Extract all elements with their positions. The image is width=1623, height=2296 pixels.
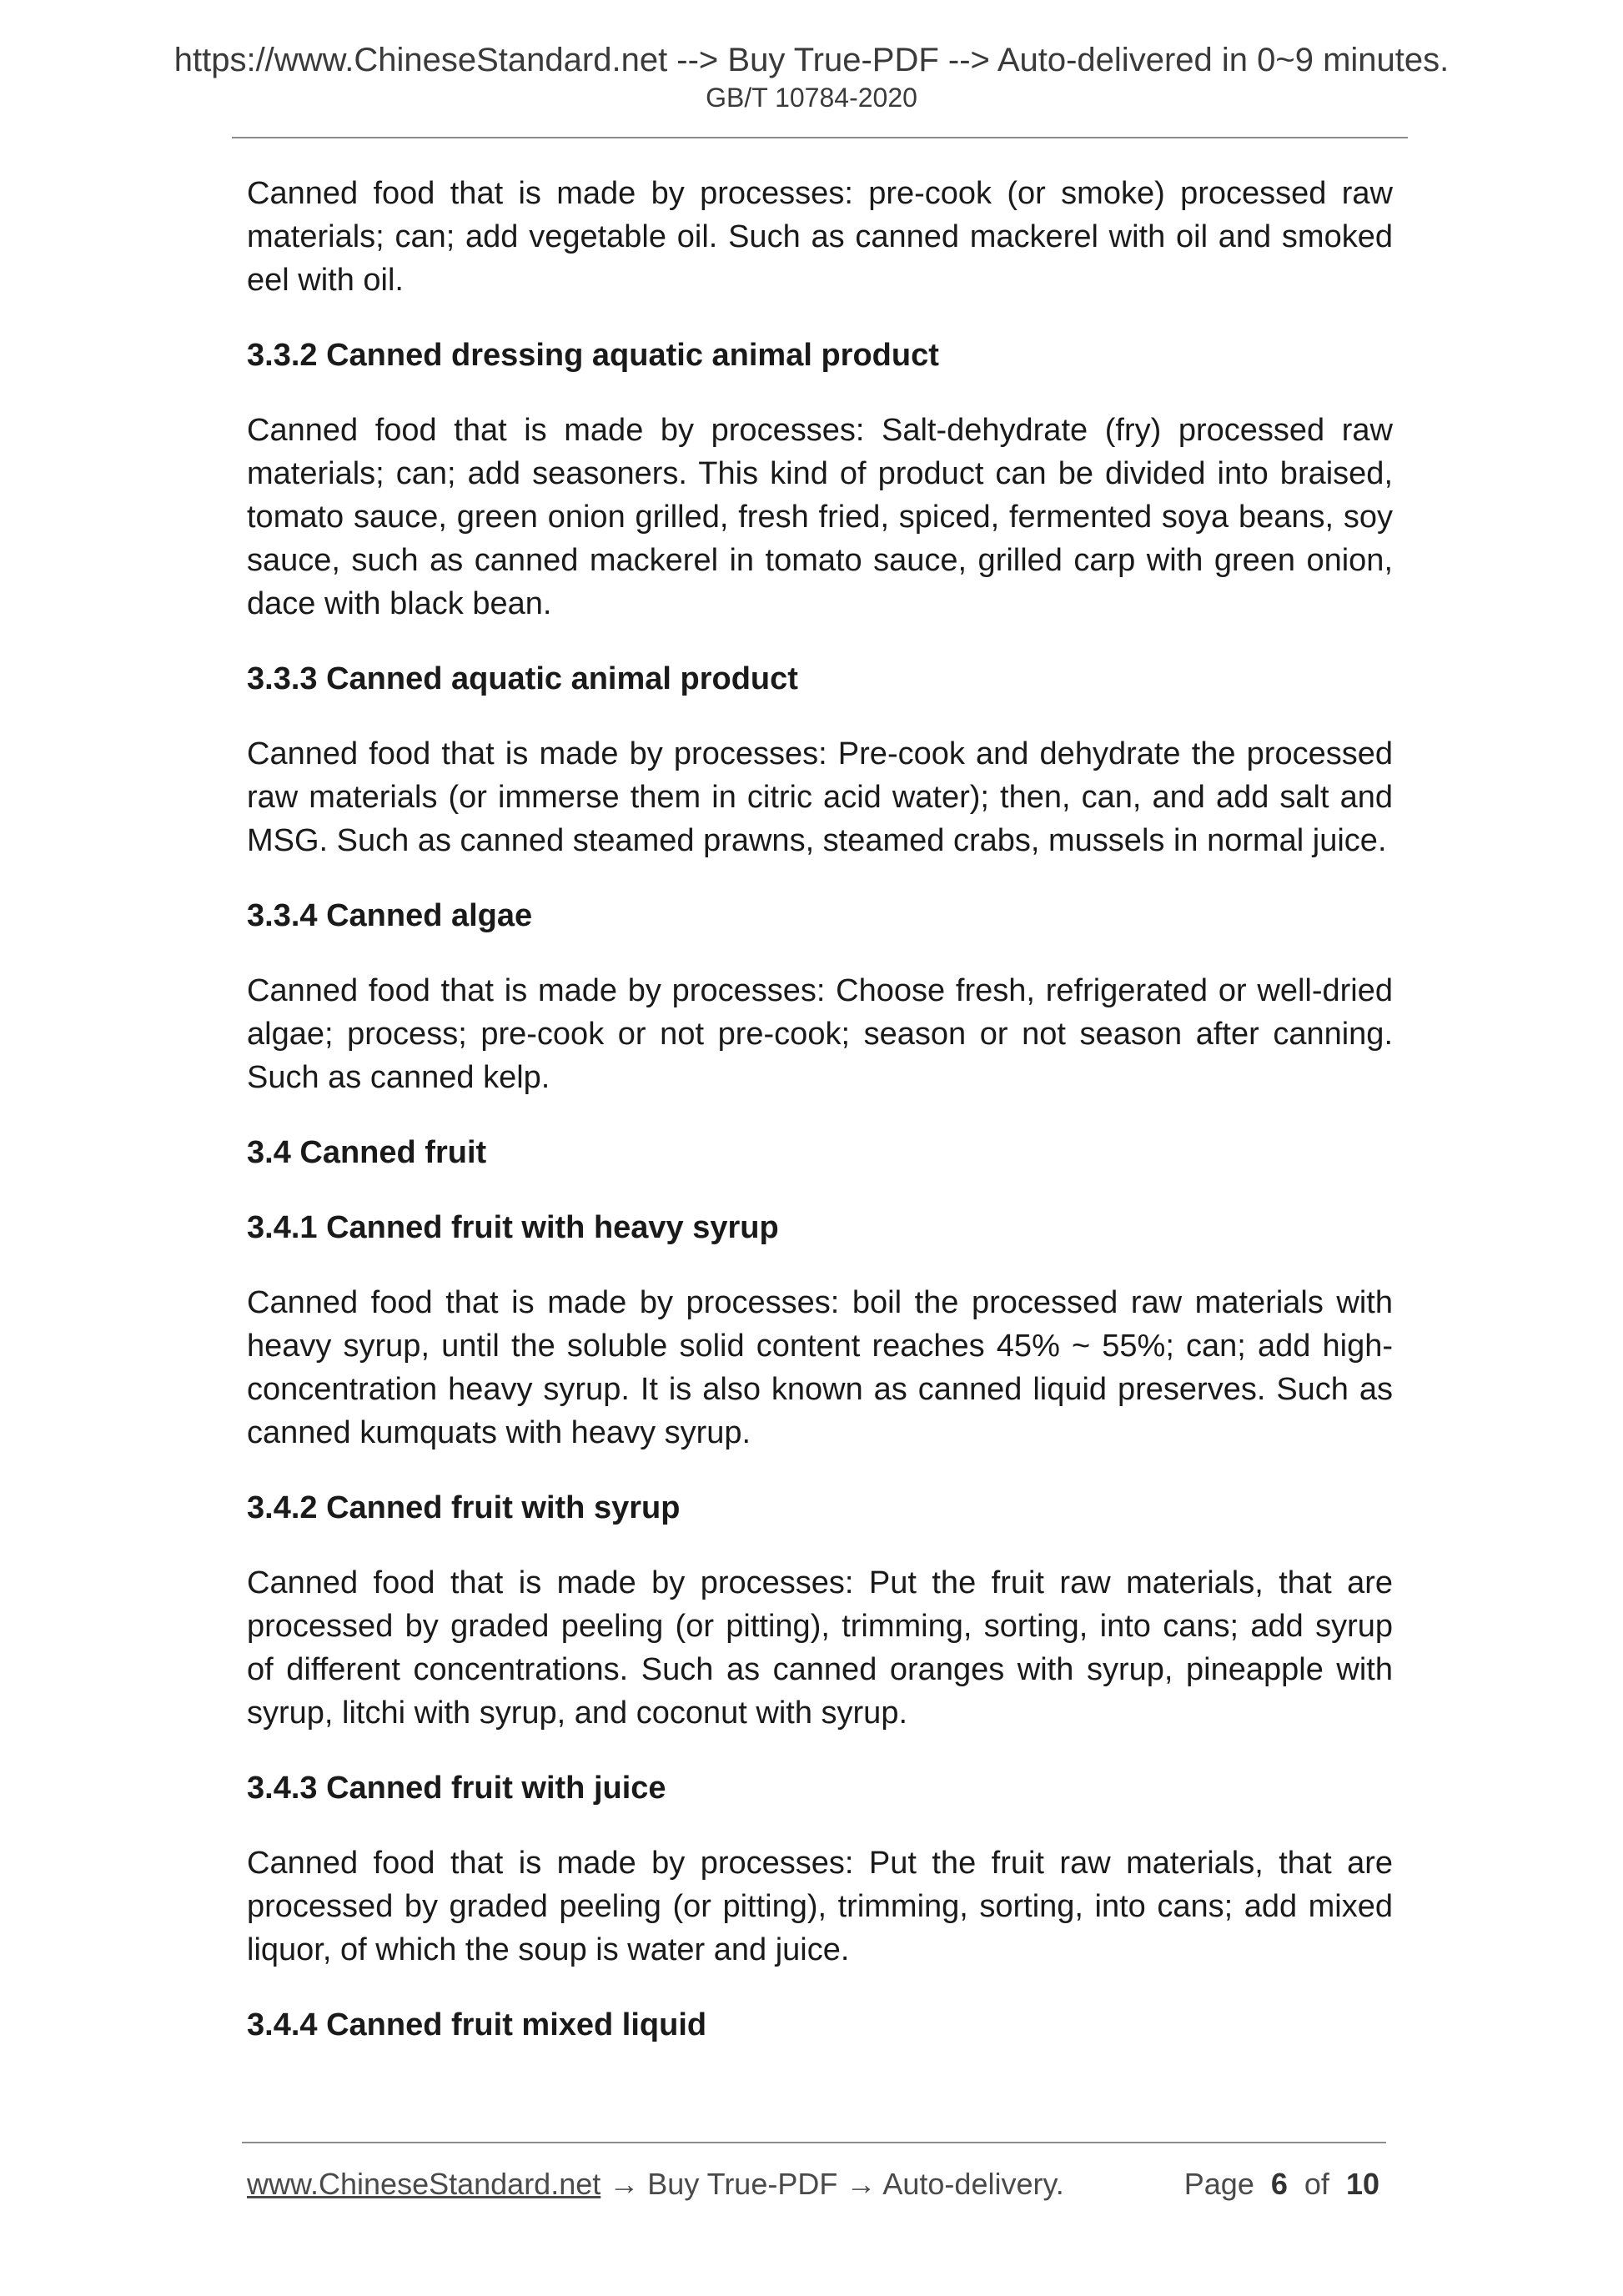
section-heading-3-4: 3.4 Canned fruit — [247, 1135, 487, 1170]
paragraph-aquatic: Canned food that is made by processes: Pre-cook and dehydrate the processed raw materials (or immerse them in citric acid water); then, can, and add salt and MSG. Such as canned steamed prawns, steamed crabs, mussels in normal juice. — [247, 736, 1393, 858]
paragraph-syrup: Canned food that is made by processes: Put the fruit raw materials, that are processed by graded peeling (or pitting), trimming, sorting, into cans; add syrup of different concentrations. Such as canned oranges with syrup, pineapple with syrup, litchi with syrup, and coconut with syrup. — [247, 1565, 1393, 1731]
page-of-label: of — [1304, 2167, 1329, 2201]
standard-code: GB/T 10784-2020 — [706, 83, 917, 113]
section-heading-3-3-2: 3.3.2 Canned dressing aquatic animal product — [247, 338, 939, 373]
section-heading-3-3-3: 3.3.3 Canned aquatic animal product — [247, 661, 798, 696]
paragraph-dressing: Canned food that is made by processes: Salt-dehydrate (fry) processed raw materials; can; add seasoners. This kind of product can be divided into braised, tomato sauce, green onion grilled, fresh fried, spiced, fermented soya beans, soy sauce, such as canned mackerel in tomato sauce, grilled carp with green onion, dace with black bean. — [247, 413, 1393, 621]
paragraph-oil-canning: Canned food that is made by processes: pre-cook (or smoke) processed raw materials; can; add vegetable oil. Such as canned mackerel with oil and smoked eel with oil. — [247, 176, 1393, 298]
section-heading-3-4-1: 3.4.1 Canned fruit with heavy syrup — [247, 1210, 779, 1245]
section-heading-3-4-4: 3.4.4 Canned fruit mixed liquid — [247, 2007, 707, 2042]
page-footer — [247, 2167, 1386, 2207]
page-label: Page — [1183, 2167, 1254, 2201]
arrow-right-icon: → — [846, 2167, 877, 2201]
page-total: 10 — [1345, 2167, 1379, 2201]
paragraph-juice: Canned food that is made by processes: Put the fruit raw materials, that are processed by graded peeling (or pitting), trimming, sorting, into cans; add mixed liquor, of which the soup is water and juice. — [247, 1846, 1393, 1967]
page-number — [1184, 2167, 1379, 2202]
section-heading-3-4-3: 3.4.3 Canned fruit with juice — [247, 1771, 666, 1806]
page-current: 6 — [1270, 2167, 1288, 2201]
section-heading-3-3-4: 3.3.4 Canned algae — [247, 898, 533, 933]
footer-step-delivery: Auto-delivery. — [882, 2167, 1064, 2201]
header-divider — [232, 137, 1408, 138]
top-banner[interactable]: https://www.ChineseStandard.net --> Buy True-PDF --> Auto-delivered in 0~9 minutes. — [173, 42, 1450, 78]
paragraph-heavy-syrup: Canned food that is made by processes: boil the processed raw materials with heavy syrup, until the soluble solid content reaches 45% ~ 55%; can; add high-concentration heavy syrup. It is also known as canned liquid preserves. Such as canned kumquats with heavy syrup. — [247, 1285, 1393, 1450]
footer-step-buy: Buy True-PDF — [647, 2167, 838, 2201]
footer-site-link[interactable]: www.ChineseStandard.net — [247, 2167, 601, 2201]
footer-links — [247, 2167, 1064, 2202]
arrow-right-icon: → — [609, 2167, 640, 2201]
section-heading-3-4-2: 3.4.2 Canned fruit with syrup — [247, 1490, 681, 1525]
document-body — [247, 172, 1393, 2078]
footer-divider — [242, 2142, 1386, 2143]
paragraph-algae: Canned food that is made by processes: Choose fresh, refrigerated or well-dried algae; process; pre-cook or not pre-cook; season or not season after canning. Such as canned kelp. — [247, 973, 1393, 1095]
